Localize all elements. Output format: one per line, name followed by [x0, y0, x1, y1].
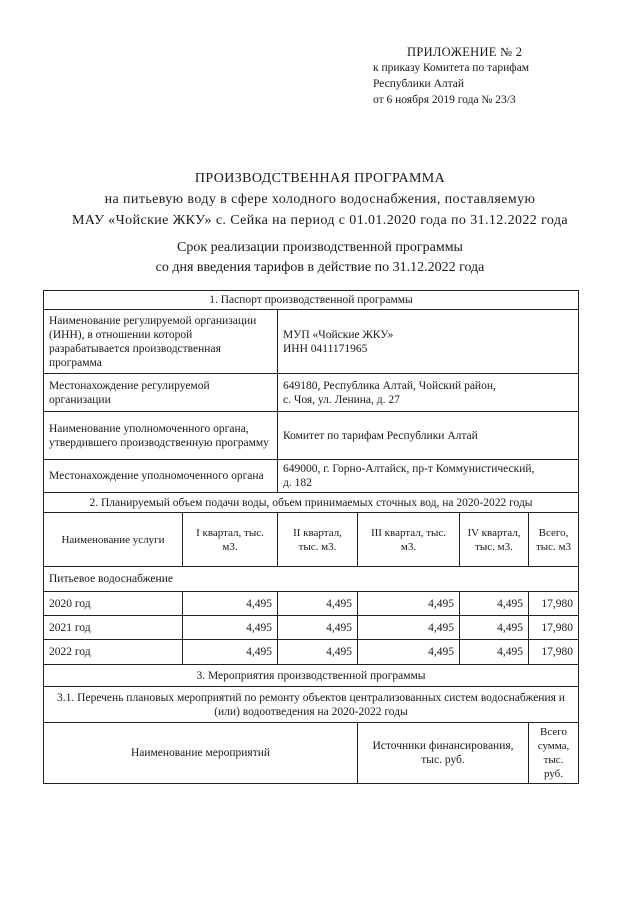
row-total: 17,980	[529, 592, 579, 616]
row-q1: 4,495	[183, 592, 278, 616]
passport-label-1: Наименование регулируемой организации (ИНН), в отношении которой разрабатывается производственная программа	[44, 310, 278, 374]
appendix-line-3: от 6 ноября 2019 года № 23/3	[373, 94, 516, 106]
row-q3: 4,495	[358, 616, 460, 640]
passport-value-3a: Комитет по тарифам Республики Алтай	[283, 429, 478, 442]
passport-value-3	[278, 412, 579, 460]
col-total-sum: Всего сумма, тыс. руб.	[529, 723, 579, 784]
section1-header: 1. Паспорт производственной программы	[44, 291, 579, 310]
col-total: Всего, тыс. м3	[529, 513, 579, 567]
appendix-line-1: к приказу Комитета по тарифам	[373, 62, 530, 74]
passport-label-2: Местонахождение регулируемой организации	[44, 374, 278, 412]
col-activity-name: Наименование мероприятий	[44, 723, 358, 784]
passport-value-2a: 649180, Республика Алтай, Чойский район,	[283, 379, 496, 392]
section3-header: 3. Мероприятия производственной программы	[44, 665, 579, 687]
passport-value-4b: д. 182	[283, 477, 312, 489]
title-main: ПРОИЗВОДСТВЕННАЯ ПРОГРАММА	[194, 171, 446, 186]
row-q4: 4,495	[460, 640, 529, 665]
row-q3: 4,495	[358, 592, 460, 616]
appendix-line-2: Республики Алтай	[373, 78, 465, 90]
row-year: 2021 год	[44, 616, 183, 640]
passport-label-3: Наименование уполномоченного органа, утвердившего производственную программу	[44, 412, 278, 460]
row-q2: 4,495	[278, 640, 358, 665]
row-year: 2020 год	[44, 592, 183, 616]
row-q3: 4,495	[358, 640, 460, 665]
period-block	[0, 238, 640, 278]
col-funding-source: Источники финансирования, тыс. руб.	[358, 723, 529, 784]
row-q4: 4,495	[460, 592, 529, 616]
group-drinking-water: Питьевое водоснабжение	[44, 567, 579, 592]
table-row	[44, 616, 579, 640]
program-table	[43, 290, 579, 784]
section3-subheader: 3.1. Перечень плановых мероприятий по ремонту объектов централизованных систем водоснабжения и (или) водоотведения на 2020-2022 годы	[44, 687, 579, 723]
appendix-block	[373, 44, 613, 108]
appendix-title: ПРИЛОЖЕНИЕ № 2	[407, 45, 523, 59]
row-total: 17,980	[529, 616, 579, 640]
col-service-name: Наименование услуги	[44, 513, 183, 567]
row-year: 2022 год	[44, 640, 183, 665]
passport-value-2b: с. Чоя, ул. Ленина, д. 27	[283, 393, 400, 406]
passport-label-4: Местонахождение уполномоченного органа	[44, 460, 278, 493]
col-q3: III квартал, тыс. м3.	[358, 513, 460, 567]
document-title	[0, 168, 640, 231]
passport-value-4	[278, 460, 579, 493]
table-row	[44, 592, 579, 616]
title-line-2: на питьевую воду в сфере холодного водоснабжения, поставляемую	[104, 192, 536, 207]
passport-value-1	[278, 310, 579, 374]
passport-value-2	[278, 374, 579, 412]
row-q1: 4,495	[183, 616, 278, 640]
row-q2: 4,495	[278, 592, 358, 616]
passport-value-4a: 649000, г. Горно-Алтайск, пр-т Коммунистический,	[283, 463, 535, 475]
row-total: 17,980	[529, 640, 579, 665]
section2-header: 2. Планируемый объем подачи воды, объем принимаемых сточных вод, на 2020-2022 годы	[44, 493, 579, 513]
row-q1: 4,495	[183, 640, 278, 665]
table-row	[44, 640, 579, 665]
row-q2: 4,495	[278, 616, 358, 640]
period-line-2: со дня введения тарифов в действие по 31.12.2022 года	[155, 260, 485, 275]
col-q2: II квартал, тыс. м3.	[278, 513, 358, 567]
col-q1: I квартал, тыс. м3.	[183, 513, 278, 567]
title-line-3: МАУ «Чойские ЖКУ» с. Сейка на период с 01.01.2020 года по 31.12.2022 года	[71, 213, 569, 228]
col-q4: IV квартал, тыс. м3.	[460, 513, 529, 567]
passport-value-1b: ИНН 0411171965	[283, 342, 368, 355]
row-q4: 4,495	[460, 616, 529, 640]
passport-value-1a: МУП «Чойские ЖКУ»	[283, 328, 394, 341]
period-line-1: Срок реализации производственной программы	[177, 240, 463, 255]
